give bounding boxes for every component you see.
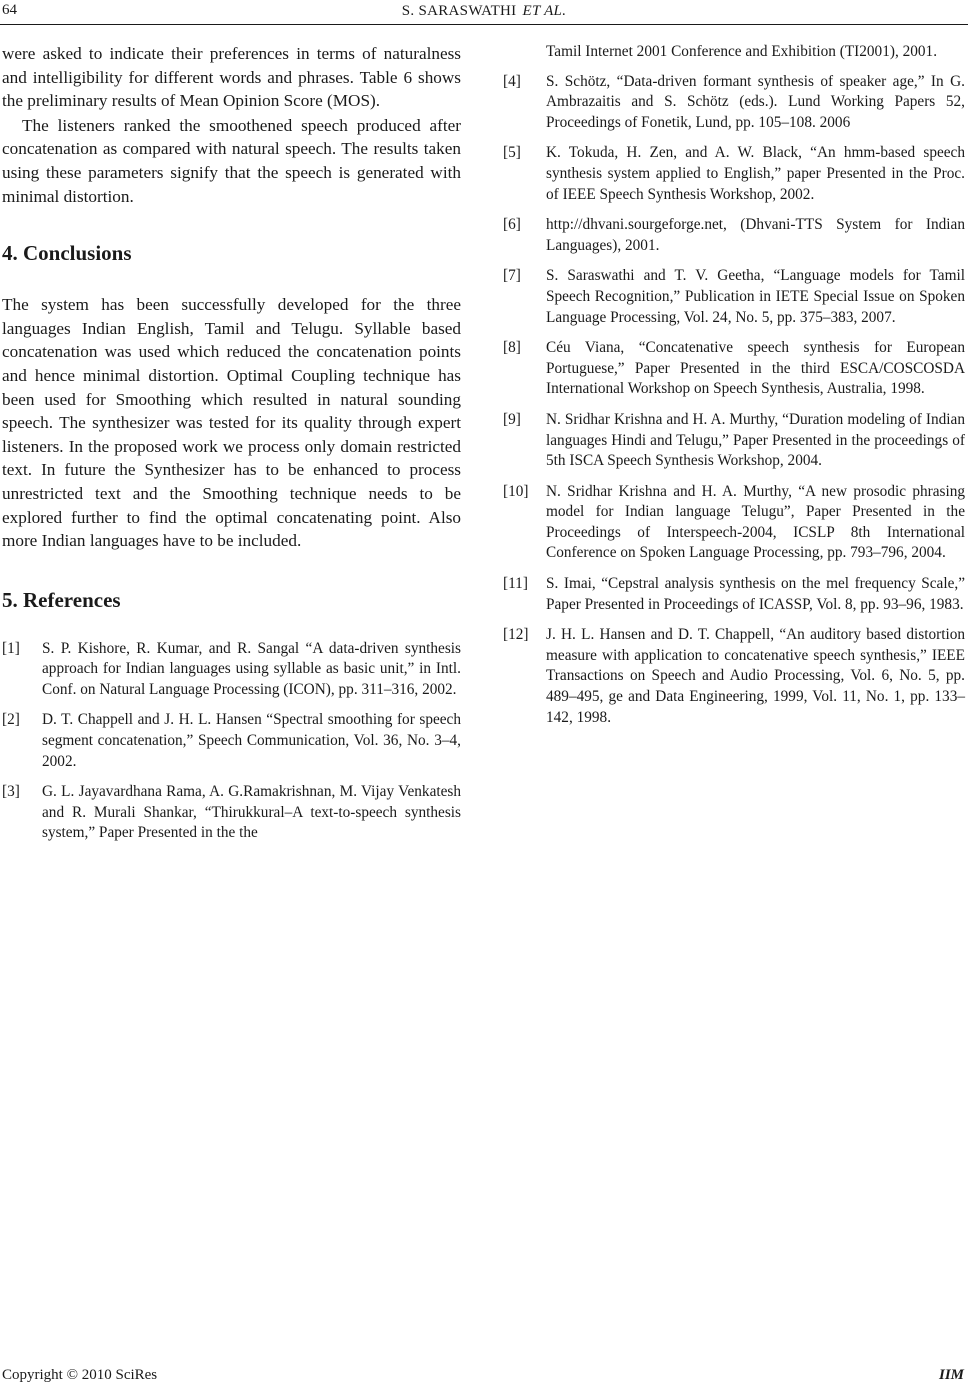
reference-item [503, 143, 965, 205]
reference-text: J. H. L. Hansen and D. T. Chappell, “An auditory based distortion measure with application to concatenative speech synthesis,” IEEE Transactions on Speech and Audio Processing, Vol. 6, No. 5, pp. 489–495, ge and Data Engineering, 1999, Vol. 11, No. 1, pp. 133–142, 1998. [546, 626, 965, 726]
reference-number: [7] [503, 267, 521, 285]
header-rule [0, 24, 968, 25]
reference-number: [3] [2, 783, 20, 801]
reference-number: [1] [2, 639, 20, 657]
reference-number: [11] [503, 575, 528, 593]
reference-number: [6] [503, 216, 521, 234]
page-number: 64 [2, 2, 17, 18]
reference-number: [5] [503, 144, 521, 162]
reference-item [503, 72, 965, 134]
running-head-etal: ET AL. [522, 3, 567, 19]
reference-text: N. Sridhar Krishna and H. A. Murthy, “A new prosodic phrasing model for Indian language Telugu”, Paper Presented in the Proceedings of Interspeech-2004, ICSLP 8th International Conference on Spoken Language Processing, pp. 793–796, 2004. [546, 482, 965, 562]
reference-text: N. Sridhar Krishna and H. A. Murthy, “Duration modeling of Indian languages Hindi and Telugu,” Paper Presented in the proceedings of 5th ISCA Speech Synthesis Workshop, 2004. [546, 410, 965, 470]
footer-copyright: Copyright © 2010 SciRes [2, 1367, 158, 1383]
reference-text: G. L. Jayavardhana Rama, A. G.Ramakrishnan, M. Vijay Venkatesh and R. Murali Shankar, “Thirukkural–A text-to-speech synthesis system,” Paper Presented in the the [42, 783, 461, 842]
reference-number: [8] [503, 339, 521, 357]
right-column [503, 42, 965, 738]
reference-item [503, 574, 965, 615]
reference-text: S. Schötz, “Data-driven formant synthesis of speaker age,” In G. Ambrazaitis and S. Schötz (eds.). Lund Working Papers 52, Proceedings of Fonetik, Lund, pp. 105–108. 2006 [546, 72, 965, 131]
body-paragraph: were asked to indicate their preferences in terms of naturalness and intelligibility for different words and phrases. Table 6 shows the preliminary results of Mean Opinion Score (MOS). [2, 44, 461, 111]
reference-number: [2] [2, 711, 20, 729]
reference-item [2, 782, 461, 844]
reference-text: Tamil Internet 2001 Conference and Exhibition (TI2001), 2001. [546, 43, 938, 60]
conclusions-paragraph: The system has been successfully developed for the three languages Indian English, Tamil and Telugu. Syllable based concatenation was used which reduced the concatenation points and hence minimal distortion. Optimal Coupling technique has been used for Smoothing which resulted in natural sounding speech. The synthesizer was tested for its quality through expert listeners. In the proposed work we process only domain restricted text. In future the Synthesizer has to be enhanced to process unrestricted text and the Smoothing technique needs to be explored further to find the optimal concatenating point. Also more Indian languages have to be included. [2, 295, 461, 551]
running-head [0, 3, 968, 20]
reference-continuation [503, 42, 965, 63]
reference-number: [12] [503, 626, 529, 644]
reference-text: D. T. Chappell and J. H. L. Hansen “Spectral smoothing for speech segment concatenation,” Speech Communication, Vol. 36, No. 3–4, 2002. [42, 711, 461, 770]
left-column [2, 42, 461, 854]
reference-number: [9] [503, 410, 521, 428]
reference-item [503, 338, 965, 400]
reference-item [2, 639, 461, 701]
reference-item [503, 482, 965, 564]
reference-text: S. Imai, “Cepstral analysis synthesis on the mel frequency Scale,” Paper Presented in Proceedings of ICASSP, Vol. 8, pp. 93–96, 1983. [546, 575, 965, 613]
section-heading-conclusions: 4. Conclusions [2, 241, 132, 266]
reference-text: S. Saraswathi and T. V. Geetha, “Language models for Tamil Speech Recognition,” Publication in IETE Special Issue on Spoken Language Processing, Vol. 24, No. 5, pp. 375–383, 2007. [546, 267, 965, 326]
section-heading-references: 5. References [2, 587, 121, 612]
body-paragraph: The listeners ranked the smoothened speech produced after concatenation as compared with natural speech. The results taken using these parameters signify that the speech is generated with minimal distortion. [2, 115, 461, 206]
reference-number: [10] [503, 482, 529, 500]
reference-item [503, 215, 965, 256]
reference-text: Céu Viana, “Concatenative speech synthesis for European Portuguese,” Paper Presented in the third ESCA/COSCOSDA International Workshop on Speech Synthesis, Australia, 1998. [546, 339, 965, 398]
reference-item [2, 710, 461, 772]
running-head-author: S. SARASWATHI [401, 3, 517, 19]
reference-text: K. Tokuda, H. Zen, and A. W. Black, “An hmm-based speech synthesis system applied to English,” paper Presented in the Proc. of IEEE Speech Synthesis Workshop, 2002. [546, 144, 965, 203]
reference-text: S. P. Kishore, R. Kumar, and R. Sangal “A data-driven synthesis approach for Indian languages using syllable as basic unit,” in Intl. Conf. on Natural Language Processing (ICON), pp. 311–316, 2002. [42, 639, 461, 698]
reference-text: http://dhvani.sourgeforge.net, (Dhvani-TTS System for Indian Languages), 2001. [546, 216, 965, 254]
reference-number: [4] [503, 72, 521, 90]
reference-item [503, 266, 965, 328]
footer-journal: IIM [938, 1367, 964, 1383]
reference-item [503, 410, 965, 472]
reference-item [503, 625, 965, 728]
